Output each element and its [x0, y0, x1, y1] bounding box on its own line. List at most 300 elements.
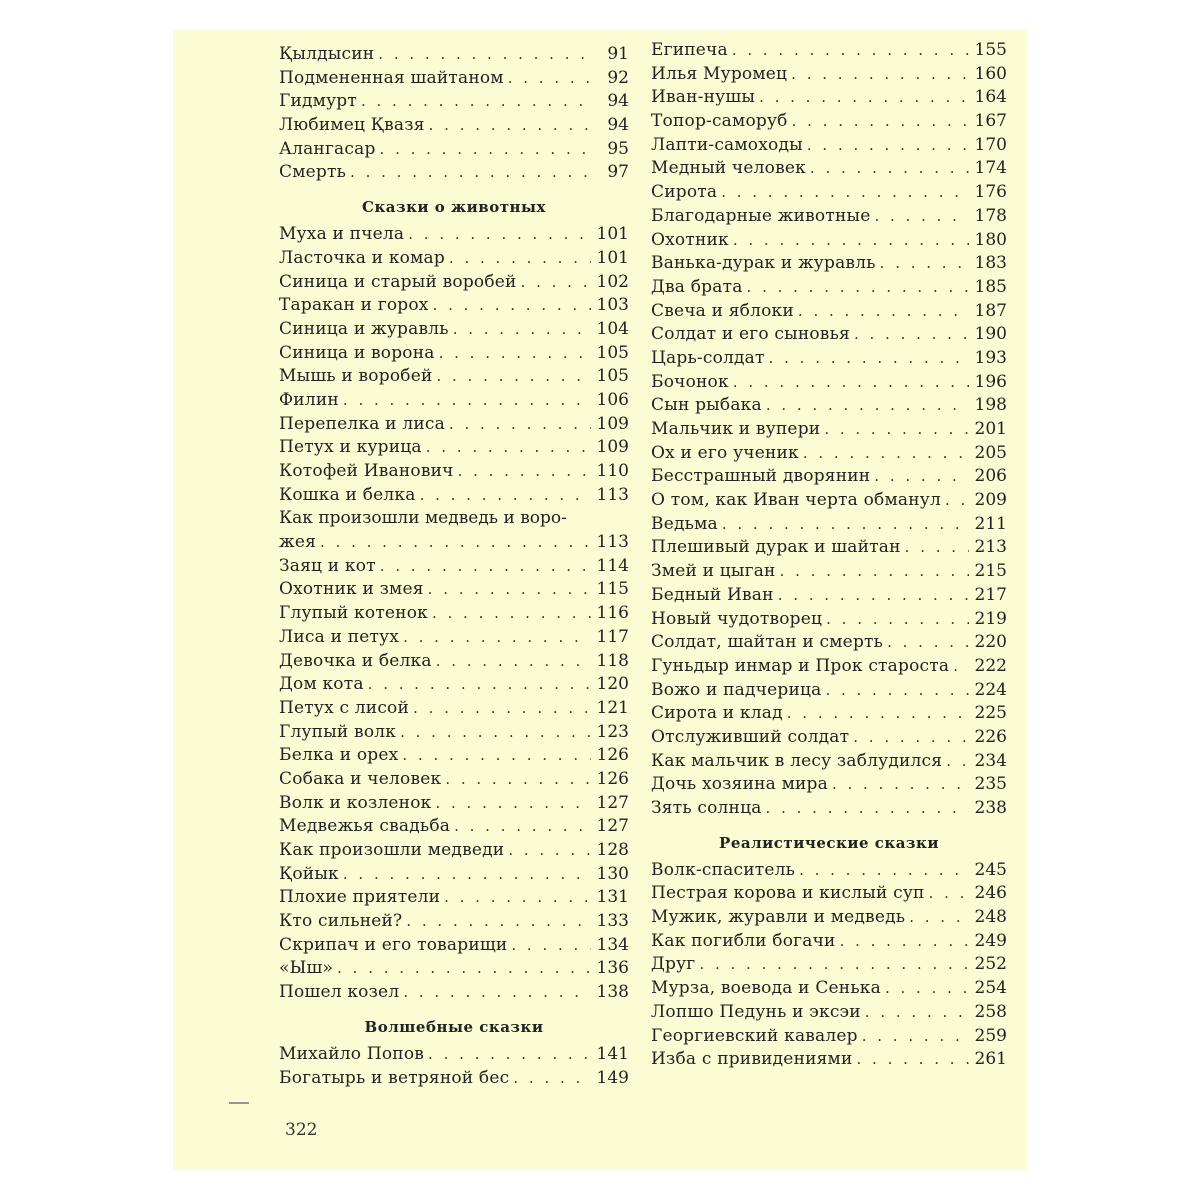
toc-entry-page: 106 [596, 389, 629, 410]
toc-entry-page: 246 [974, 883, 1007, 904]
toc-entry [279, 139, 629, 163]
dot-leader [343, 391, 591, 409]
toc-entry-title-line1: Как произошли медведь и воро- [279, 508, 567, 529]
toc-group-magic-left [279, 1044, 629, 1091]
toc-entry [651, 514, 1007, 538]
toc-entry [651, 230, 1007, 254]
section-heading-magic: Волшебные сказки [364, 1017, 544, 1036]
toc-entry-page: 174 [974, 158, 1007, 179]
toc-entry-title: Друг [651, 954, 696, 975]
dot-leader [380, 140, 591, 158]
toc-entry [279, 556, 629, 580]
toc-entry [651, 954, 1007, 978]
toc-entry-page: 149 [596, 1067, 629, 1088]
toc-entry [279, 911, 629, 935]
toc-entry [279, 248, 629, 272]
toc-entry-page: 155 [974, 40, 1007, 60]
toc-entry-title: Зять солнца [651, 798, 762, 818]
toc-entry [651, 798, 1007, 822]
toc-entry [279, 366, 629, 390]
toc-entry-page: 211 [974, 513, 1007, 534]
toc-entry [279, 295, 629, 319]
toc-entry-page: 110 [596, 461, 629, 481]
toc-entry [651, 182, 1007, 206]
toc-entry-title: Гидмурт [279, 91, 357, 112]
dot-leader [799, 861, 969, 879]
toc-entry [279, 343, 629, 367]
dot-leader [428, 1045, 591, 1063]
toc-entry-page: 141 [596, 1043, 629, 1064]
toc-group-animals-2 [279, 556, 629, 1006]
dot-leader [426, 438, 591, 456]
toc-entry-page: 105 [596, 342, 629, 363]
toc-entry [651, 253, 1007, 277]
toc-entry-page: 258 [974, 1001, 1007, 1022]
toc-entry-title: Дом кота [279, 674, 364, 695]
toc-entry-title: Петух и курица [279, 437, 422, 458]
dot-leader [432, 604, 591, 622]
toc-entry-page: 123 [596, 721, 629, 742]
toc-entry [279, 437, 629, 461]
toc-entry-page: 94 [607, 115, 629, 136]
dot-leader [945, 491, 969, 509]
toc-entry-page: 101 [596, 247, 629, 268]
toc-entry-title: Ласточка и комар [279, 247, 445, 268]
dot-leader [420, 486, 591, 504]
dot-leader [513, 1069, 591, 1087]
toc-entry-title: Заяц и кот [279, 555, 376, 576]
toc-entry-page: 252 [974, 954, 1007, 975]
toc-entry-title: Собака и человек [279, 768, 442, 789]
toc-entry-title: Два брата [651, 276, 743, 297]
toc-entry-title: Любимец Қвазя [279, 115, 425, 136]
toc-entry-title: Лопшо Педунь и эксэи [651, 1001, 861, 1022]
dot-leader [825, 681, 969, 699]
toc-entry-title: Сирота и клад [651, 703, 783, 724]
dot-leader [699, 955, 969, 973]
toc-entry-page: 126 [596, 745, 629, 766]
toc-entry-title: Ох и его ученик [651, 442, 799, 463]
toc-entry-title: Белка и орех [279, 745, 399, 766]
toc-entry [651, 395, 1007, 419]
toc-entry-page: 121 [596, 697, 629, 718]
dot-leader [862, 1027, 969, 1045]
dot-leader [402, 746, 591, 764]
dot-leader [733, 231, 969, 249]
toc-entry-title: Как произошли медведи [279, 840, 505, 860]
toc-entry-title: Кто сильней? [279, 911, 403, 932]
toc-entry-page: 134 [596, 934, 629, 955]
dot-leader [832, 775, 969, 793]
toc-entry-title: Солдат и его сыновья [651, 324, 850, 345]
dot-leader [428, 580, 591, 598]
dot-leader [780, 562, 969, 580]
toc-entry [651, 348, 1007, 372]
toc-entry-page: 183 [974, 253, 1007, 274]
toc-entry [279, 651, 629, 675]
toc-entry-title: Бочонок [651, 371, 729, 392]
toc-entry [279, 272, 629, 296]
toc-entry-title: Новый чудотворец [651, 608, 823, 629]
toc-entry-page: 206 [974, 466, 1007, 487]
toc-entry [651, 561, 1007, 585]
toc-entry-page: 92 [607, 67, 629, 88]
toc-entry [279, 698, 629, 722]
toc-group-realistic [651, 860, 1007, 1073]
toc-entry-title: Михайло Попов [279, 1043, 425, 1064]
ink-mark [229, 1102, 249, 1104]
toc-entry [651, 158, 1007, 182]
toc-entry [651, 860, 1007, 884]
toc-entry-title: Медный человек [651, 158, 806, 179]
dot-leader [798, 302, 969, 320]
toc-group-animals [279, 224, 629, 508]
toc-entry-page: 187 [974, 300, 1007, 321]
dot-leader [733, 373, 969, 391]
toc-entry-page: 136 [596, 958, 629, 979]
dot-leader [454, 817, 591, 835]
dot-leader [511, 936, 591, 954]
toc-entry [651, 277, 1007, 301]
dot-leader [853, 728, 969, 746]
toc-entry [279, 579, 629, 603]
toc-entry-title: Вожо и падчерица [651, 679, 822, 700]
toc-entry [279, 769, 629, 793]
dot-leader [439, 344, 591, 362]
toc-entry-page: 176 [974, 182, 1007, 203]
toc-entry [279, 722, 629, 746]
toc-entry-title: Мальчик и вупери [651, 419, 821, 439]
toc-entry-page: 95 [607, 138, 629, 159]
toc-entry-page: 217 [974, 584, 1007, 605]
dot-leader [380, 557, 591, 575]
toc-entry-page: 249 [974, 930, 1007, 951]
toc-entry-title: Ведьма [651, 513, 718, 534]
toc-entry-page: 113 [596, 532, 629, 553]
dot-leader [778, 586, 969, 604]
toc-entry-page: 128 [596, 840, 629, 860]
toc-entry-page: 248 [974, 907, 1007, 928]
toc-entry-title: Гуньдыр инмар и Прок староста [651, 655, 950, 676]
toc-entry-page: 245 [974, 859, 1007, 880]
toc-entry-page: 126 [596, 768, 629, 789]
dot-leader [826, 610, 969, 628]
toc-entry-page: 193 [974, 347, 1007, 368]
toc-entry-page: 127 [596, 792, 629, 813]
toc-entry-page: 226 [974, 726, 1007, 747]
toc-entry-page: 105 [596, 366, 629, 387]
dot-leader [436, 367, 591, 385]
toc-entry-title: Медвежья свадьба [279, 816, 451, 837]
toc-entry [279, 461, 629, 485]
toc-entry [651, 703, 1007, 727]
dot-leader [361, 92, 591, 110]
toc-entry-page: 114 [596, 555, 629, 576]
toc-entry [279, 68, 629, 92]
toc-entry-page: 127 [596, 816, 629, 837]
dot-leader [368, 675, 591, 693]
toc-entry [279, 390, 629, 414]
toc-entry-title: Охотник и змея [279, 579, 424, 600]
dot-leader [824, 420, 969, 438]
toc-entry-title: Девочка и белка [279, 650, 432, 671]
toc-entry-page: 201 [974, 419, 1007, 439]
dot-leader [449, 249, 591, 267]
toc-entry [651, 751, 1007, 775]
toc-entry-title: Котофей Иванович [279, 461, 454, 481]
section-heading-animals: Сказки о животных [362, 198, 546, 217]
toc-entry-title: Египеча [651, 40, 728, 60]
toc-group-magic-right [651, 40, 1007, 822]
toc-entry [651, 64, 1007, 88]
toc-entry [651, 680, 1007, 704]
toc-entry-title: Лиса и петух [279, 626, 400, 647]
toc-entry [651, 537, 1007, 561]
dot-leader [444, 888, 591, 906]
dot-leader [857, 1050, 969, 1068]
dot-leader [929, 884, 969, 902]
toc-entry-page: 213 [974, 537, 1007, 558]
section-heading-realistic: Реалистические сказки [719, 833, 939, 852]
toc-entry-title: Дочь хозяина мира [651, 774, 828, 795]
toc-entry-title: Таракан и горох [279, 295, 429, 316]
toc-entry [279, 745, 629, 769]
toc-entry-title: Алангасар [279, 138, 376, 159]
toc-entry [279, 982, 629, 1006]
dot-leader [880, 254, 969, 272]
toc-entry-page: 225 [974, 703, 1007, 724]
toc-entry-wrapped [279, 508, 629, 555]
dot-leader [874, 467, 969, 485]
dot-leader [458, 462, 591, 480]
dot-leader [403, 628, 591, 646]
toc-entry [651, 419, 1007, 443]
toc-entry [651, 907, 1007, 931]
dot-leader [759, 88, 969, 106]
toc-entry-page: 209 [974, 490, 1007, 511]
toc-entry [651, 931, 1007, 955]
toc-entry-page: 178 [974, 205, 1007, 226]
toc-entry [279, 91, 629, 115]
toc-entry-title: Кошка и белка [279, 484, 416, 505]
dot-leader [408, 225, 591, 243]
toc-right-column [651, 40, 1007, 1073]
toc-entry-title: Муха и пчела [279, 224, 405, 245]
toc-entry [651, 206, 1007, 230]
dot-leader [953, 657, 969, 675]
dot-leader [766, 396, 969, 414]
toc-entry-page: 219 [974, 608, 1007, 629]
toc-entry [279, 162, 629, 186]
toc-entry-page: 220 [974, 632, 1007, 653]
dot-leader [722, 515, 969, 533]
toc-entry-page: 196 [974, 371, 1007, 392]
toc-left-column [279, 44, 629, 1091]
toc-entry [651, 1002, 1007, 1026]
toc-entry-page: 133 [596, 911, 629, 932]
toc-entry [651, 1049, 1007, 1073]
toc-entry-title: Мурза, воевода и Сенька [651, 978, 881, 999]
toc-entry-title: Пестрая корова и кислый суп [651, 883, 925, 904]
dot-leader [840, 932, 969, 950]
toc-entry-title: Георгиевский кавалер [651, 1025, 858, 1046]
toc-entry-page: 215 [974, 561, 1007, 582]
toc-entry-title: Иван-нушы [651, 87, 756, 108]
book-page [173, 30, 1027, 1170]
toc-entry-page: 104 [596, 318, 629, 339]
toc-entry [651, 87, 1007, 111]
toc-entry [279, 674, 629, 698]
dot-leader [803, 444, 969, 462]
dot-leader [400, 723, 591, 741]
toc-entry-page: 109 [596, 413, 629, 434]
dot-leader [435, 794, 591, 812]
toc-entry [651, 301, 1007, 325]
toc-entry-title: Как мальчик в лесу заблудился [651, 750, 943, 771]
dot-leader [766, 799, 969, 817]
toc-entry [651, 135, 1007, 159]
dot-leader [885, 979, 969, 997]
toc-entry-page: 185 [974, 276, 1007, 297]
toc-entry-title: Плешивый дурак и шайтан [651, 537, 901, 558]
toc-entry [279, 414, 629, 438]
toc-entry-title: Петух с лисой [279, 697, 410, 718]
toc-entry-page: 205 [974, 442, 1007, 463]
dot-leader [449, 415, 591, 433]
toc-entry [651, 978, 1007, 1002]
toc-entry-title: Филин [279, 389, 339, 410]
dot-leader [791, 65, 969, 83]
toc-entry [651, 1026, 1007, 1050]
dot-leader [909, 908, 969, 926]
toc-entry-title: Синица и ворона [279, 342, 435, 363]
page-number: 322 [285, 1120, 318, 1140]
dot-leader [350, 163, 591, 181]
dot-leader [429, 116, 591, 134]
toc-entry-page: 101 [596, 224, 629, 245]
toc-entry-title: Лапти-самоходы [651, 134, 803, 155]
toc-entry [279, 887, 629, 911]
dot-leader [732, 41, 969, 59]
toc-entry-title: Богатырь и ветряной бес [279, 1067, 510, 1088]
toc-entry-title: Свеча и яблоки [651, 300, 794, 321]
dot-leader [887, 633, 969, 651]
toc-entry-page: 234 [974, 750, 1007, 771]
toc-entry-page: 116 [596, 603, 629, 624]
dot-leader [320, 533, 591, 551]
dot-leader [403, 983, 591, 1001]
toc-entry-page: 259 [974, 1025, 1007, 1046]
dot-leader [747, 278, 969, 296]
dot-leader [343, 865, 591, 883]
dot-leader [721, 183, 969, 201]
toc-entry-page: 94 [607, 91, 629, 112]
toc-entry-page: 103 [596, 295, 629, 316]
toc-entry [651, 883, 1007, 907]
dot-leader [508, 841, 591, 859]
toc-entry-title-line2: жея [279, 532, 317, 553]
toc-entry-title: Бедный Иван [651, 584, 774, 605]
toc-entry-title: Сын рыбака [651, 395, 762, 416]
toc-entry-title: Пошел козел [279, 982, 400, 1003]
dot-leader [787, 704, 969, 722]
dot-leader [445, 770, 591, 788]
toc-entry-page: 235 [974, 774, 1007, 795]
toc-entry-page: 254 [974, 978, 1007, 999]
toc-entry [651, 774, 1007, 798]
toc-entry-page: 113 [596, 484, 629, 505]
toc-entry [651, 632, 1007, 656]
toc-entry-page: 130 [596, 863, 629, 884]
toc-entry-page: 190 [974, 324, 1007, 345]
dot-leader [413, 699, 591, 717]
toc-entry [651, 609, 1007, 633]
toc-entry-title: Солдат, шайтан и смерть [651, 632, 884, 653]
toc-entry-page: 97 [607, 162, 629, 183]
toc-entry-title: Сирота [651, 182, 718, 203]
toc-entry-page: 164 [974, 87, 1007, 108]
toc-entry [279, 532, 629, 556]
toc-entry-title: Волк-спаситель [651, 859, 796, 880]
toc-entry-title: Глупый котенок [279, 603, 428, 624]
toc-entry [279, 793, 629, 817]
dot-leader [433, 296, 591, 314]
toc-entry-title: Синица и старый воробей [279, 271, 517, 292]
dot-leader [946, 752, 969, 770]
toc-entry [651, 324, 1007, 348]
toc-entry-title: Отслуживший солдат [651, 726, 850, 747]
toc-entry-title: Царь-солдат [651, 347, 765, 368]
toc-entry-page: 115 [596, 579, 629, 600]
dot-leader [406, 912, 591, 930]
toc-entry-title: Охотник [651, 229, 729, 250]
toc-entry-title: Ванька-дурак и журавль [651, 253, 876, 274]
toc-entry [651, 40, 1007, 64]
toc-entry [279, 224, 629, 248]
dot-leader [521, 273, 591, 291]
toc-entry-page: 160 [974, 63, 1007, 84]
toc-entry-title: Благодарные животные [651, 205, 871, 226]
dot-leader [378, 45, 591, 63]
toc-entry [279, 44, 629, 68]
toc-entry-title: Плохие приятели [279, 887, 441, 908]
toc-entry-title: Волк и козленок [279, 792, 432, 813]
toc-entry [279, 319, 629, 343]
dot-leader [436, 652, 591, 670]
toc-entry-title: Как погибли богачи [651, 930, 836, 951]
toc-entry-title: Скрипач и его товарищи [279, 934, 508, 955]
toc-entry-title: Змей и цыган [651, 561, 776, 582]
toc-entry [651, 656, 1007, 680]
toc-entry-title: Илья Муромец [651, 63, 788, 84]
dot-leader [905, 538, 969, 556]
dot-leader [508, 69, 591, 87]
toc-entry [651, 585, 1007, 609]
toc-group-top [279, 44, 629, 186]
toc-entry-page: 91 [607, 44, 629, 64]
dot-leader [865, 1003, 969, 1021]
dot-leader [807, 136, 969, 154]
toc-entry [279, 115, 629, 139]
toc-entry-title: Смерть [279, 162, 347, 183]
toc-entry-page: 117 [596, 626, 629, 647]
toc-entry [279, 1068, 629, 1092]
toc-entry [651, 443, 1007, 467]
toc-entry-title: Изба с привидениями [651, 1049, 853, 1070]
toc-entry-page: 131 [596, 887, 629, 908]
toc-entry-title: Мышь и воробей [279, 366, 433, 387]
toc-entry-title: Глупый волк [279, 721, 397, 742]
